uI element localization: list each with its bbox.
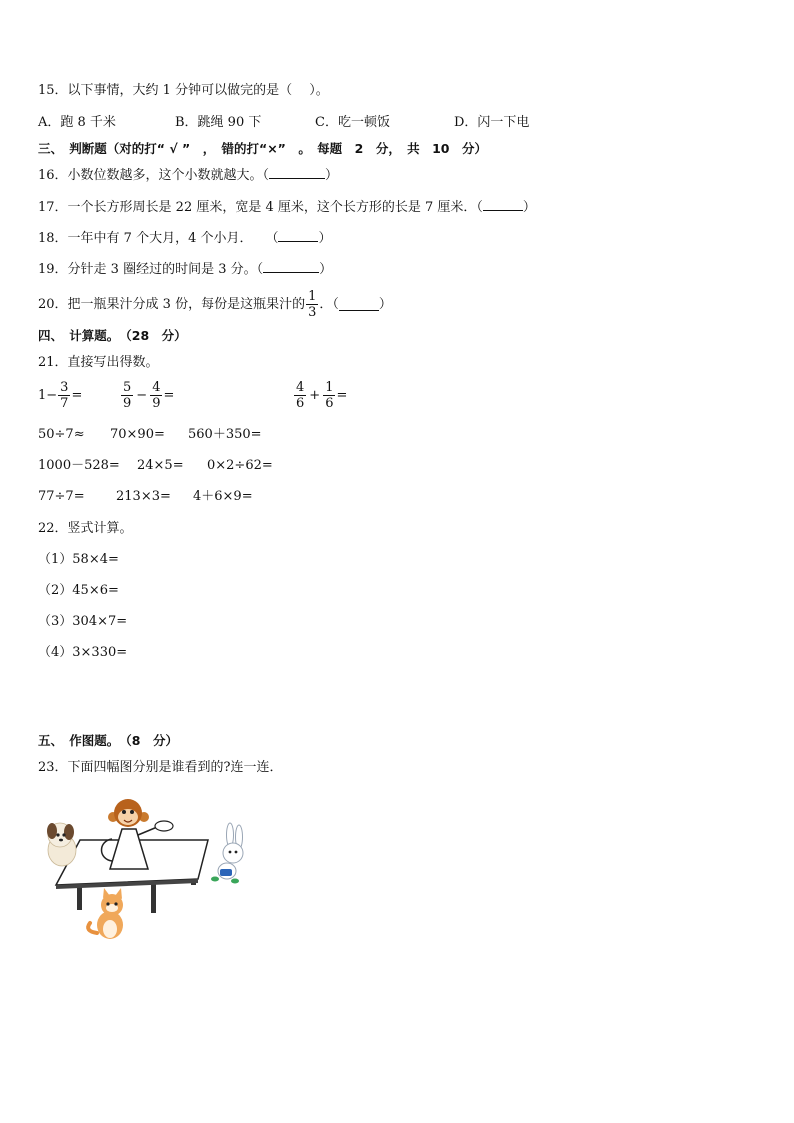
q22-item-3: （3）304×7= (38, 614, 128, 629)
q15-option-b: B．跳绳 90 下 (175, 115, 262, 130)
q22-item-4: （4）3×330= (38, 645, 128, 660)
section4-heading: 四、 计算题。 （28 分） (38, 328, 187, 343)
q20-text: 20．把一瓶果汁分成 3 份，每份是这瓶果汁的 (38, 296, 306, 312)
q20-fraction: $\frac{1}{3}$ (308, 289, 317, 320)
q21-calc: 560＋350= (188, 427, 262, 442)
q18-text: 18．一年中有 7 个大月，4 个小月． （ (38, 231, 279, 246)
q21-calc: 24×5= (137, 458, 184, 473)
q21-frac-expr-1: 1− $\frac{3}{7}$ = (38, 380, 83, 411)
q21-frac-expr-2: $\frac{5}{9}$ − $\frac{4}{9}$ = (123, 380, 175, 411)
dog-icon (47, 823, 76, 866)
q22-item-2: （2）45×6= (38, 583, 119, 598)
monkey-icon (108, 799, 149, 827)
cat-icon (88, 888, 123, 939)
q21-calc: 77÷7= (38, 489, 85, 504)
q16-answer-blank[interactable] (269, 166, 325, 179)
q21-calc: 213×3= (116, 489, 171, 504)
q18-answer-blank[interactable] (278, 229, 318, 242)
q23-stem: 23．下面四幅图分别是谁看到的?连一连． (38, 760, 283, 775)
q22-stem: 22．竖式计算。 (38, 521, 133, 536)
q21-stem: 21．直接写出得数。 (38, 355, 159, 370)
observation-scene-illustration (40, 795, 255, 945)
q15-option-a: A．跑 8 千米 (38, 115, 116, 130)
q21-calc: 0×2÷62= (207, 458, 273, 473)
section5-heading: 五、 作图题。 （8 分） (38, 733, 178, 748)
rabbit-icon (211, 823, 243, 884)
q16-text: 16．小数位数越多，这个小数就越大。（ (38, 168, 270, 183)
q22-item-1: （1）58×4= (38, 552, 119, 567)
q17-answer-blank[interactable] (483, 198, 523, 211)
q20: 20．把一瓶果汁分成 3 份，每份是这瓶果汁的 $\frac{1}{3}$ ．（ ） (38, 289, 392, 320)
q18: 18．一年中有 7 个大月，4 个小月． （ ） (38, 231, 332, 246)
q21-calc: 70×90= (110, 427, 165, 442)
q20-answer-blank[interactable] (339, 298, 379, 311)
q19: 19．分针走 3 圈经过的时间是 3 分。（ ） (38, 262, 333, 277)
q19-text: 19．分针走 3 圈经过的时间是 3 分。（ (38, 262, 264, 277)
q21-calc: 1000－528= (38, 458, 120, 473)
q16: 16．小数位数越多，这个小数就越大。（ ） (38, 168, 339, 183)
q21-calc: 50÷7≈ (38, 427, 85, 442)
q15-option-d: D．闪一下电 (454, 115, 530, 130)
q17: 17．一个长方形周长是 22 厘米，宽是 4 厘米，这个长方形的长是 7 厘米．（ ） (38, 200, 536, 215)
section3-heading: 三、 判断题（对的打“ √ ” ， 错的打“×” 。 每题 2 分， 共 10 分） (38, 141, 487, 156)
q17-text: 17．一个长方形周长是 22 厘米，宽是 4 厘米，这个长方形的长是 7 厘米．（ (38, 200, 483, 215)
q19-answer-blank[interactable] (263, 260, 319, 273)
q21-calc: 4＋6×9= (193, 489, 253, 504)
q15-option-c: C．吃一顿饭 (315, 115, 390, 130)
q15-stem: 15．以下事情，大约 1 分钟可以做完的是（ ）。 (38, 83, 329, 98)
q21-frac-expr-3: $\frac{4}{6}$ + $\frac{1}{6}$ = (296, 380, 348, 411)
